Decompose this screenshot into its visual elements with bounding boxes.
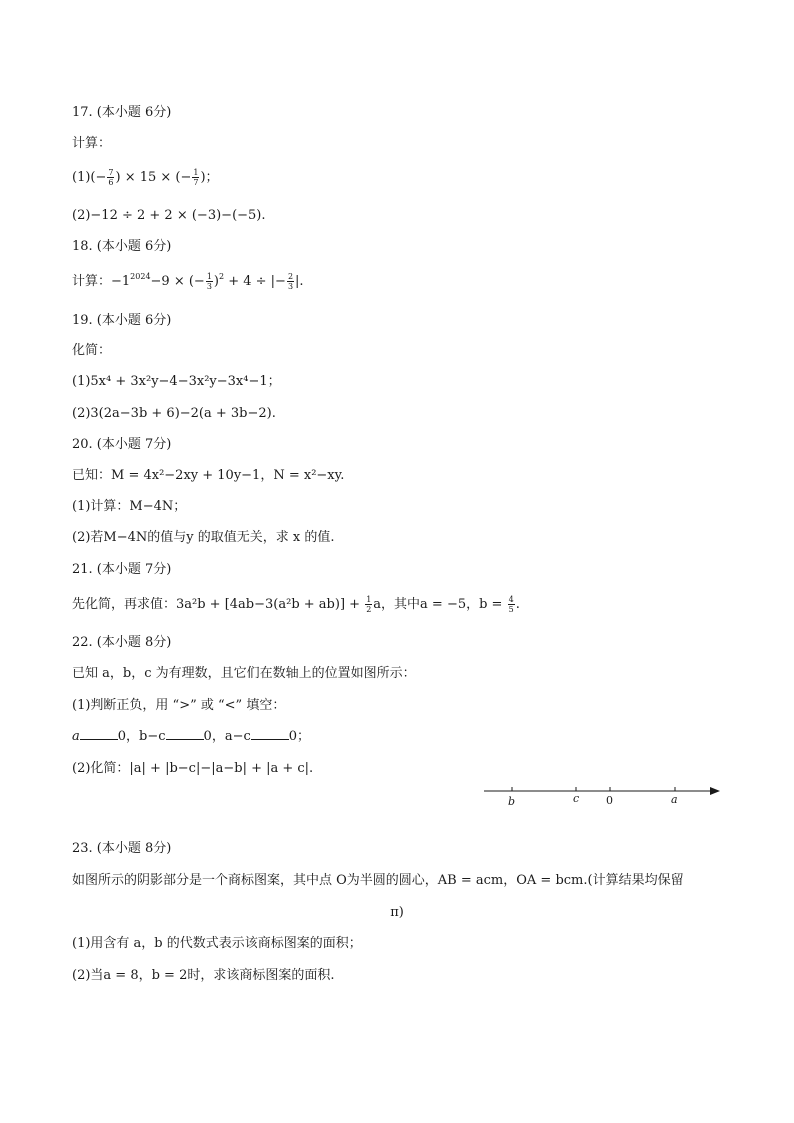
- problem-17-q2: (2)−12 ÷ 2 + 2 × (−3)−(−5).: [72, 208, 266, 223]
- answer-blank[interactable]: [166, 727, 204, 740]
- problem-22-given: 已知 a，b，c 为有理数，且它们在数轴上的位置如图所示：: [72, 666, 416, 681]
- fraction: $\frac{1}{2}$: [366, 595, 372, 614]
- q1-prefix: (1)(−: [72, 170, 107, 185]
- problem-19-header: 19. (本小题 6分): [72, 313, 172, 328]
- problem-18-body: 计算：$-1^{2024}-9$ × (− $\frac{1}{3}$ )$^2$ + 4 ÷ |− $\frac{2}{3}$ |.: [72, 272, 304, 291]
- fraction: $\frac{1}{7}$: [193, 168, 199, 187]
- answer-blank[interactable]: [80, 727, 118, 740]
- q1-mid: ) × 15 × (−: [115, 170, 192, 185]
- problem-23-q2: (2)当a = 8，b = 2时，求该商标图案的面积.: [72, 968, 335, 983]
- problem-23-q1: (1)用含有 a，b 的代数式表示该商标图案的面积；: [72, 936, 362, 951]
- fraction: $\frac{7}{6}$: [108, 168, 114, 187]
- q1-suffix: )；: [200, 170, 219, 185]
- label-zero: 0: [606, 794, 613, 807]
- problem-21-body: 先化简，再求值：3a²b + [4ab−3(a²b + ab)] + $\frac{1}{2}$ a，其中a = −5，b = $\frac{4}{5}$ .: [72, 595, 520, 614]
- fraction: $\frac{4}{5}$: [508, 595, 514, 614]
- problem-17-q1: [72, 168, 754, 188]
- problem-20-header: 20. (本小题 7分): [72, 437, 172, 452]
- arrow-right-icon: [710, 787, 720, 795]
- problem-22-blanks: a 0，b−c 0，a−c 0；: [72, 729, 311, 744]
- problem-18-header: 18. (本小题 6分): [72, 239, 172, 254]
- problem-22-q2: (2)化简：|a| + |b−c|−|a−b| + |a + c|.: [72, 761, 314, 776]
- answer-blank[interactable]: [251, 727, 289, 740]
- number-line: [480, 778, 730, 812]
- label-c: c: [573, 792, 580, 805]
- problem-20-q1: (1)计算：M−4N；: [72, 499, 187, 514]
- problem-19-q2: (2)3(2a−3b + 6)−2(a + 3b−2).: [72, 406, 276, 421]
- problem-23-header: 23. (本小题 8分): [72, 841, 172, 856]
- problem-17-header: 17. (本小题 6分): [72, 105, 172, 120]
- problem-22-header: 22. (本小题 8分): [72, 635, 172, 650]
- problem-23-given: 如图所示的阴影部分是一个商标图案，其中点 O为半圆的圆心，AB = acm，OA = bcm.(计算结果均保留: [72, 873, 684, 888]
- problem-20-q2: (2)若M−4N的值与y 的取值无关，求 x 的值.: [72, 530, 335, 545]
- problem-20-given: 已知：M = 4x²−2xy + 10y−1，N = x²−xy.: [72, 468, 345, 483]
- fraction: $\frac{2}{3}$: [287, 272, 294, 291]
- problem-23-given-cont: π): [390, 905, 404, 920]
- fraction: $\frac{1}{3}$: [206, 272, 212, 291]
- problem-19-q1: (1)5x⁴ + 3x²y−4−3x²y−3x⁴−1；: [72, 374, 281, 389]
- label-b: b: [508, 795, 516, 808]
- problem-19-intro: 化简：: [72, 343, 112, 358]
- problem-17-intro: 计算：: [72, 136, 112, 151]
- label-a: a: [671, 793, 678, 806]
- problem-22-q1: (1)判断正负，用 “>” 或 “<” 填空：: [72, 698, 286, 713]
- problem-21-header: 21. (本小题 7分): [72, 562, 172, 577]
